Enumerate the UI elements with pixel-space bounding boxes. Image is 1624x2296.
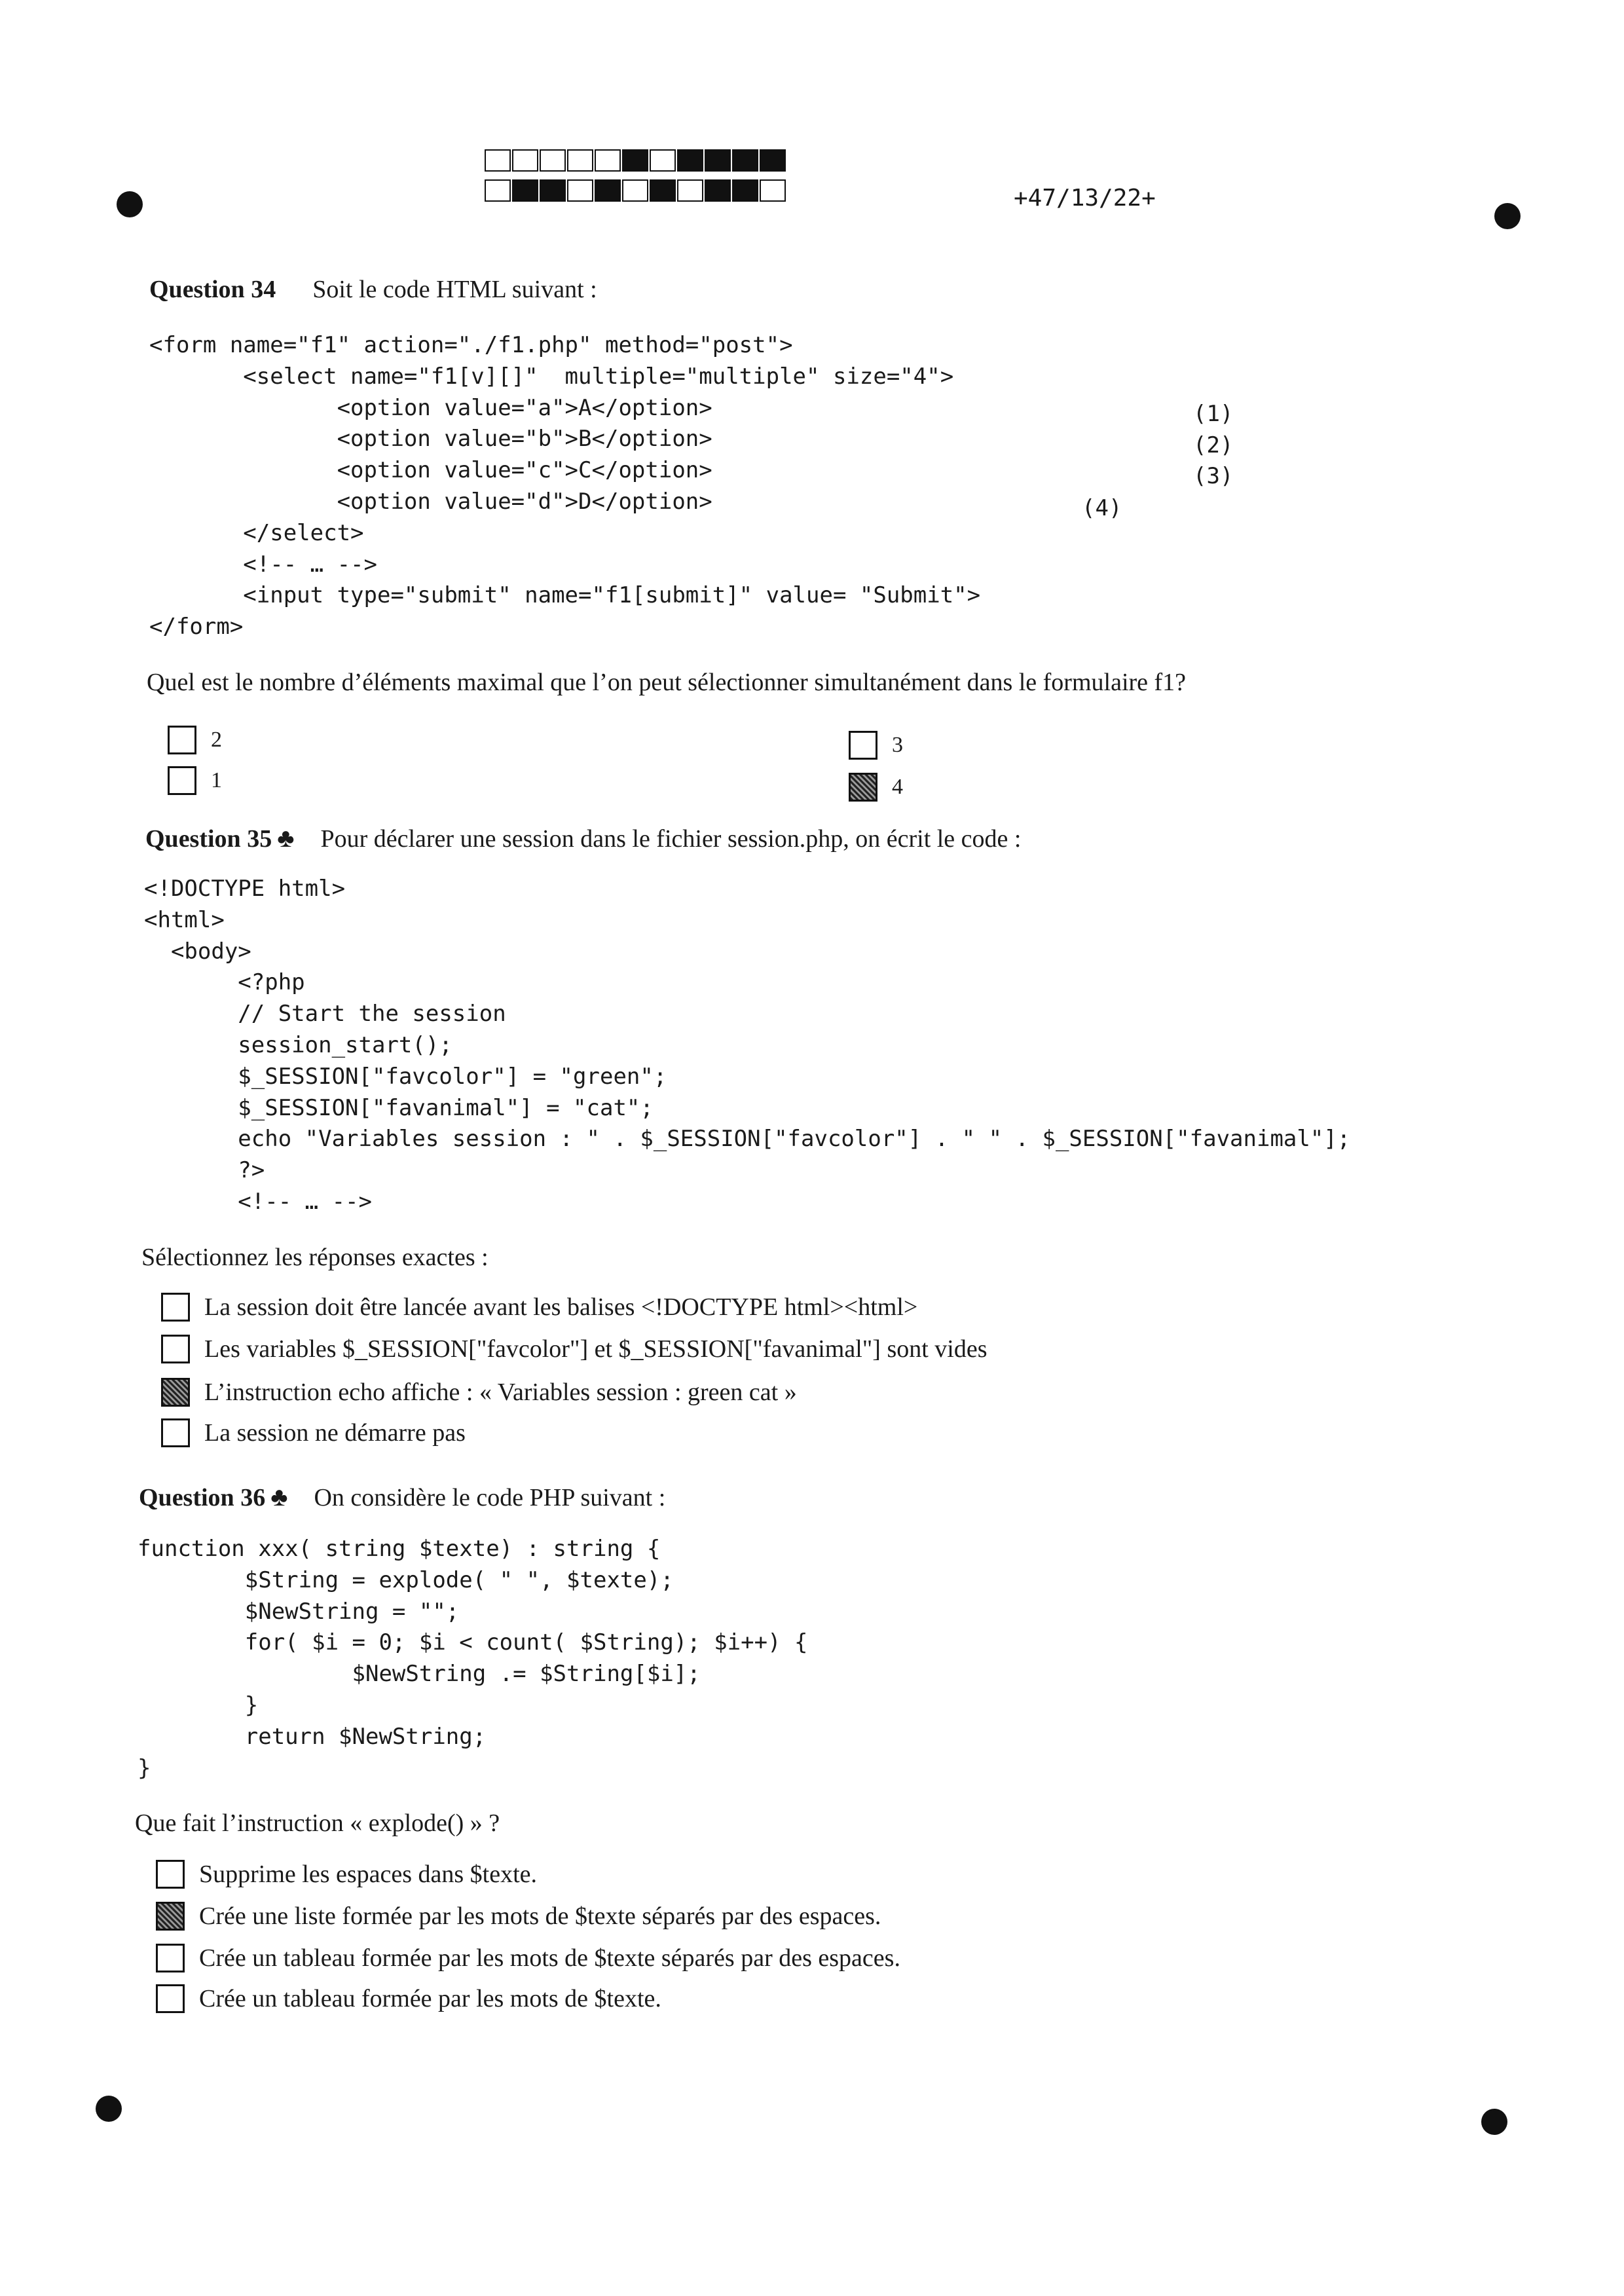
barcode-row-2 xyxy=(485,179,787,204)
q35-code: <!DOCTYPE html> <html> <body> <?php // Start the session session_start(); $_SESSION["favcolor"] = "green"; $_SESSION["favanimal"] = "cat"; echo "Variables session : " . $_SESSION["favcolor"] . " " . $_SESSION["favanimal"]; ?> <!-- … --> xyxy=(144,876,1351,1215)
checkbox-checked[interactable] xyxy=(849,773,877,802)
q34-label-2: (2) xyxy=(1193,432,1234,458)
q35-option-d[interactable]: La session ne démarre pas xyxy=(161,1418,466,1447)
registration-mark-top-left xyxy=(117,191,143,217)
q36-question: Que fait l’instruction « explode() » ? xyxy=(135,1809,500,1837)
q34-code: <form name="f1" action="./f1.php" method="post"> <select name="f1[v][]" multiple="multiple" size="4"> <option value="a">A</option> <option value="b">B</option> <option value="c">C</option> <option value="d">D</option> </select> <!-- … --> <input type="submit" name="f1[submit]" value= "Submit"> </form> xyxy=(149,332,981,640)
barcode-row-1 xyxy=(485,149,787,174)
q34-label-1: (1) xyxy=(1193,401,1234,427)
q35-option-b[interactable]: Les variables $_SESSION["favcolor"] et $_SESSION["favanimal"] sont vides xyxy=(161,1335,987,1363)
q36-option-b[interactable]: Crée une liste formée par les mots de $texte séparés par des espaces. xyxy=(156,1902,881,1931)
q35-option-a[interactable]: La session doit être lancée avant les balises <!DOCTYPE html><html> xyxy=(161,1293,917,1322)
q34-option-2[interactable]: 2 xyxy=(168,726,222,754)
q34-question: Quel est le nombre d’éléments maximal que l’on peut sélectionner simultanément dans le formulaire f1? xyxy=(147,669,1187,696)
q36-code: function xxx( string $texte) : string { $String = explode( " ", $texte); $NewString = ""; for( $i = 0; $i < count( $String); $i++) { $NewString .= $String[$i]; } return $NewString; } xyxy=(138,1536,808,1781)
q36-number: Question 36 xyxy=(139,1484,266,1511)
q34-title xyxy=(149,275,597,304)
q35-title xyxy=(145,823,1021,853)
q34-intro: Soit le code HTML suivant : xyxy=(312,276,597,303)
registration-mark-bottom-right xyxy=(1481,2109,1507,2135)
club-icon: ♣ xyxy=(270,1482,288,1511)
q36-intro: On considère le code PHP suivant : xyxy=(314,1484,666,1511)
q34-number: Question 34 xyxy=(149,276,276,303)
q34-option-3[interactable]: 3 xyxy=(849,731,903,760)
q34-option-1[interactable]: 1 xyxy=(168,766,222,795)
checkbox[interactable] xyxy=(161,1293,190,1322)
exam-id: +47/13/22+ xyxy=(1014,185,1156,212)
checkbox[interactable] xyxy=(156,1984,185,2013)
q35-intro: Pour déclarer une session dans le fichier session.php, on écrit le code : xyxy=(320,825,1022,853)
q34-label-4: (4) xyxy=(1082,495,1122,521)
q36-title xyxy=(139,1481,665,1512)
checkbox-checked[interactable] xyxy=(161,1378,190,1407)
q35-number: Question 35 xyxy=(145,825,272,853)
q34-label-3: (3) xyxy=(1193,463,1234,489)
q35-question: Sélectionnez les réponses exactes : xyxy=(141,1244,489,1271)
q34-option-4[interactable]: 4 xyxy=(849,773,903,802)
checkbox[interactable] xyxy=(161,1418,190,1447)
checkbox[interactable] xyxy=(156,1860,185,1889)
q36-option-d[interactable]: Crée un tableau formée par les mots de $texte. xyxy=(156,1984,661,2013)
checkbox-checked[interactable] xyxy=(156,1902,185,1931)
checkbox[interactable] xyxy=(168,726,196,754)
club-icon: ♣ xyxy=(277,823,295,853)
q36-option-a[interactable]: Supprime les espaces dans $texte. xyxy=(156,1860,537,1889)
q35-option-c[interactable]: L’instruction echo affiche : « Variables session : green cat » xyxy=(161,1378,797,1407)
q36-option-c[interactable]: Crée un tableau formée par les mots de $texte séparés par des espaces. xyxy=(156,1944,900,1972)
checkbox[interactable] xyxy=(849,731,877,760)
checkbox[interactable] xyxy=(168,766,196,795)
registration-mark-top-right xyxy=(1494,203,1521,229)
checkbox[interactable] xyxy=(161,1335,190,1363)
checkbox[interactable] xyxy=(156,1944,185,1972)
registration-mark-bottom-left xyxy=(96,2096,122,2122)
